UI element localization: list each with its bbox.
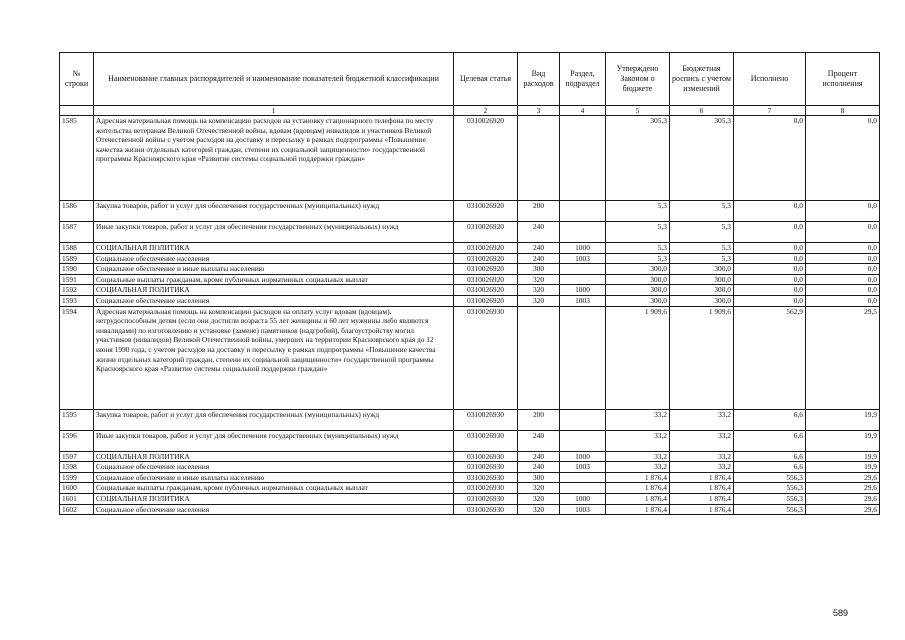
section-cell: 1003 <box>560 462 606 473</box>
table-row <box>60 451 880 462</box>
column-number: 1 <box>94 106 454 116</box>
row-number-cell: 1587 <box>60 222 94 243</box>
section-cell <box>560 483 606 494</box>
percent-cell: 0,0 <box>806 253 880 264</box>
header-section: Раздел, подраздел <box>560 53 606 106</box>
expense-type-cell: 240 <box>518 243 560 254</box>
row-name-cell: Закупка товаров, работ и услуг для обеспечения государственных (муниципальных) нужд <box>94 201 454 222</box>
target-article-cell: 0310026930 <box>454 493 518 504</box>
expense-type-cell: 320 <box>518 483 560 494</box>
target-article-cell: 0310026930 <box>454 483 518 494</box>
executed-cell: 0,0 <box>734 243 806 254</box>
budget-schedule-cell: 33,2 <box>670 430 734 451</box>
row-name-cell: Адресная материальная помощь на компенсацию расходов на оплату услуг вдовам (вдовцам), нетрудоспособным детям (если они достигли возраста 55 лет женщины и 60 лет мужчины либо являются инвалидами) по изготовлению и установке (замене) памятников (надгробий), благоустройству могил участников (инвалидов) Великой Отечественной войны, умерших на территории Красноярского края до 12 июня 1990 года, с учетом расходов на доставку и пересылку в рамках подпрограммы «Повышение качества жизни отдельных категорий граждан, степени их социальной защищенности» государственной программы Красноярского края «Развитие системы социальной поддержки граждан» <box>94 306 454 409</box>
approved-cell: 305,3 <box>606 116 670 201</box>
percent-cell: 0,0 <box>806 201 880 222</box>
row-number-cell: 1597 <box>60 451 94 462</box>
row-number-cell: 1602 <box>60 504 94 515</box>
approved-cell: 5,3 <box>606 222 670 243</box>
approved-cell: 33,2 <box>606 462 670 473</box>
executed-cell: 6,6 <box>734 462 806 473</box>
table-row <box>60 483 880 494</box>
budget-schedule-cell: 300,0 <box>670 285 734 296</box>
section-cell <box>560 430 606 451</box>
target-article-cell: 0310026930 <box>454 430 518 451</box>
header-approved: Утверждено Законом о бюджете <box>606 53 670 106</box>
expense-type-cell: 320 <box>518 493 560 504</box>
header-name: Наименование главных распорядителей и наименование показателей бюджетной классификации <box>94 53 454 106</box>
target-article-cell: 0310026920 <box>454 253 518 264</box>
column-number-blank <box>60 106 94 116</box>
executed-cell: 6,6 <box>734 409 806 430</box>
percent-cell: 0,0 <box>806 264 880 275</box>
table-row <box>60 243 880 254</box>
section-cell <box>560 306 606 409</box>
budget-schedule-cell: 300,0 <box>670 274 734 285</box>
column-number: 2 <box>454 106 518 116</box>
target-article-cell: 0310026920 <box>454 285 518 296</box>
approved-cell: 300,0 <box>606 264 670 275</box>
table-row <box>60 274 880 285</box>
expense-type-cell: 300 <box>518 472 560 483</box>
section-cell: 1000 <box>560 285 606 296</box>
table-row <box>60 264 880 275</box>
row-number-cell: 1588 <box>60 243 94 254</box>
executed-cell: 556,3 <box>734 504 806 515</box>
budget-schedule-cell: 33,2 <box>670 409 734 430</box>
section-cell <box>560 222 606 243</box>
expense-type-cell: 240 <box>518 451 560 462</box>
section-cell: 1000 <box>560 243 606 254</box>
executed-cell: 556,3 <box>734 493 806 504</box>
approved-cell: 300,0 <box>606 274 670 285</box>
page-number: 589 <box>833 608 849 618</box>
executed-cell: 0,0 <box>734 201 806 222</box>
budget-schedule-cell: 1 876,4 <box>670 483 734 494</box>
column-number-row <box>60 106 880 116</box>
approved-cell: 1 876,4 <box>606 483 670 494</box>
budget-schedule-cell: 1 909,6 <box>670 306 734 409</box>
approved-cell: 1 876,4 <box>606 472 670 483</box>
table-row <box>60 462 880 473</box>
column-number: 4 <box>560 106 606 116</box>
percent-cell: 19,9 <box>806 451 880 462</box>
table-row <box>60 430 880 451</box>
percent-cell: 0,0 <box>806 295 880 306</box>
row-number-cell: 1590 <box>60 264 94 275</box>
column-number: 6 <box>670 106 734 116</box>
approved-cell: 1 876,4 <box>606 504 670 515</box>
section-cell <box>560 274 606 285</box>
table-row <box>60 285 880 296</box>
header-row-number: № строки <box>60 53 94 106</box>
table-row <box>60 295 880 306</box>
approved-cell: 33,2 <box>606 451 670 462</box>
row-name-cell: Социальное обеспечение населения <box>94 462 454 473</box>
budget-schedule-cell: 1 876,4 <box>670 472 734 483</box>
expense-type-cell: 240 <box>518 222 560 243</box>
row-number-cell: 1595 <box>60 409 94 430</box>
section-cell <box>560 201 606 222</box>
percent-cell: 0,0 <box>806 222 880 243</box>
table-row <box>60 306 880 409</box>
row-name-cell: Адресная материальная помощь на компенсацию расходов на установку стационарного телефона по месту жительства ветеранам Великой Отечественной войны, вдовам (вдовцам) инвалидов и участников Великой Отечественной войны с учетом расходов на доставку и пересылку в рамках подпрограммы «Повышение качества жизни отдельных категорий граждан, степени их социальной защищенности» государственной программы Красноярского края «Развитие системы социальной поддержки граждан» <box>94 116 454 201</box>
percent-cell: 29,6 <box>806 483 880 494</box>
section-cell <box>560 472 606 483</box>
row-name-cell: СОЦИАЛЬНАЯ ПОЛИТИКА <box>94 493 454 504</box>
approved-cell: 5,3 <box>606 253 670 264</box>
expense-type-cell: 240 <box>518 253 560 264</box>
table-row <box>60 409 880 430</box>
budget-schedule-cell: 5,3 <box>670 243 734 254</box>
table-row <box>60 116 880 201</box>
budget-schedule-cell: 300,0 <box>670 295 734 306</box>
expense-type-cell: 300 <box>518 264 560 275</box>
row-name-cell: Социальное обеспечение населения <box>94 295 454 306</box>
column-number: 8 <box>806 106 880 116</box>
table-row <box>60 504 880 515</box>
target-article-cell: 0310026920 <box>454 264 518 275</box>
row-name-cell: Социальное обеспечение и иные выплаты населению <box>94 472 454 483</box>
executed-cell: 6,6 <box>734 451 806 462</box>
percent-cell: 29,6 <box>806 493 880 504</box>
row-name-cell: Иные закупки товаров, работ и услуг для обеспечения государственных (муниципальных) нужд <box>94 430 454 451</box>
row-number-cell: 1599 <box>60 472 94 483</box>
row-number-cell: 1591 <box>60 274 94 285</box>
section-cell: 1003 <box>560 295 606 306</box>
percent-cell: 0,0 <box>806 285 880 296</box>
row-name-cell: Социальное обеспечение населения <box>94 504 454 515</box>
percent-cell: 29,5 <box>806 306 880 409</box>
table-row <box>60 201 880 222</box>
budget-schedule-cell: 33,2 <box>670 451 734 462</box>
row-number-cell: 1586 <box>60 201 94 222</box>
row-number-cell: 1596 <box>60 430 94 451</box>
column-number: 3 <box>518 106 560 116</box>
row-name-cell: Социальные выплаты гражданам, кроме публичных нормативных социальных выплат <box>94 483 454 494</box>
row-name-cell: Социальное обеспечение и иные выплаты населению <box>94 264 454 275</box>
row-number-cell: 1593 <box>60 295 94 306</box>
section-cell: 1003 <box>560 253 606 264</box>
table-header-row <box>60 53 880 106</box>
percent-cell: 0,0 <box>806 274 880 285</box>
row-name-cell: СОЦИАЛЬНАЯ ПОЛИТИКА <box>94 243 454 254</box>
table-row <box>60 493 880 504</box>
expense-type-cell: 320 <box>518 274 560 285</box>
percent-cell: 29,6 <box>806 504 880 515</box>
approved-cell: 1 909,6 <box>606 306 670 409</box>
budget-schedule-cell: 33,2 <box>670 462 734 473</box>
row-name-cell: СОЦИАЛЬНАЯ ПОЛИТИКА <box>94 451 454 462</box>
expense-type-cell: 320 <box>518 504 560 515</box>
row-number-cell: 1600 <box>60 483 94 494</box>
executed-cell: 6,6 <box>734 430 806 451</box>
executed-cell: 0,0 <box>734 295 806 306</box>
expense-type-cell: 320 <box>518 285 560 296</box>
section-cell: 1003 <box>560 504 606 515</box>
header-budget-schedule: Бюджетная роспись с учетом изменений <box>670 53 734 106</box>
expense-type-cell: 240 <box>518 430 560 451</box>
header-percent: Процент исполнения <box>806 53 880 106</box>
table-body <box>60 116 880 515</box>
approved-cell: 33,2 <box>606 430 670 451</box>
target-article-cell: 0310026920 <box>454 116 518 201</box>
expense-type-cell <box>518 116 560 201</box>
expense-type-cell <box>518 306 560 409</box>
percent-cell: 19,9 <box>806 462 880 473</box>
budget-schedule-cell: 5,3 <box>670 253 734 264</box>
budget-schedule-cell: 5,3 <box>670 222 734 243</box>
executed-cell: 556,3 <box>734 472 806 483</box>
target-article-cell: 0310026930 <box>454 462 518 473</box>
section-cell: 1000 <box>560 451 606 462</box>
table-row <box>60 253 880 264</box>
approved-cell: 5,3 <box>606 243 670 254</box>
expense-type-cell: 200 <box>518 201 560 222</box>
column-number: 7 <box>734 106 806 116</box>
approved-cell: 300,0 <box>606 295 670 306</box>
percent-cell: 29,6 <box>806 472 880 483</box>
executed-cell: 0,0 <box>734 264 806 275</box>
target-article-cell: 0310026920 <box>454 243 518 254</box>
section-cell <box>560 409 606 430</box>
budget-schedule-cell: 5,3 <box>670 201 734 222</box>
row-number-cell: 1592 <box>60 285 94 296</box>
expense-type-cell: 200 <box>518 409 560 430</box>
header-target-article: Целевая статья <box>454 53 518 106</box>
budget-schedule-cell: 305,3 <box>670 116 734 201</box>
row-name-cell: Социальные выплаты гражданам, кроме публичных нормативных социальных выплат <box>94 274 454 285</box>
executed-cell: 0,0 <box>734 222 806 243</box>
approved-cell: 300,0 <box>606 285 670 296</box>
section-cell: 1000 <box>560 493 606 504</box>
target-article-cell: 0310026930 <box>454 306 518 409</box>
percent-cell: 0,0 <box>806 243 880 254</box>
header-expense-type: Вид расходов <box>518 53 560 106</box>
executed-cell: 562,9 <box>734 306 806 409</box>
target-article-cell: 0310026920 <box>454 201 518 222</box>
percent-cell: 0,0 <box>806 116 880 201</box>
row-number-cell: 1594 <box>60 306 94 409</box>
row-name-cell: СОЦИАЛЬНАЯ ПОЛИТИКА <box>94 285 454 296</box>
approved-cell: 1 876,4 <box>606 493 670 504</box>
row-number-cell: 1589 <box>60 253 94 264</box>
column-number: 5 <box>606 106 670 116</box>
target-article-cell: 0310026930 <box>454 472 518 483</box>
target-article-cell: 0310026930 <box>454 451 518 462</box>
target-article-cell: 0310026920 <box>454 295 518 306</box>
section-cell <box>560 116 606 201</box>
executed-cell: 0,0 <box>734 116 806 201</box>
row-name-cell: Закупка товаров, работ и услуг для обеспечения государственных (муниципальных) нужд <box>94 409 454 430</box>
target-article-cell: 0310026930 <box>454 504 518 515</box>
table-row <box>60 222 880 243</box>
target-article-cell: 0310026920 <box>454 222 518 243</box>
row-number-cell: 1585 <box>60 116 94 201</box>
executed-cell: 556,3 <box>734 483 806 494</box>
row-number-cell: 1598 <box>60 462 94 473</box>
budget-schedule-cell: 1 876,4 <box>670 504 734 515</box>
expense-type-cell: 240 <box>518 462 560 473</box>
table-row <box>60 472 880 483</box>
row-number-cell: 1601 <box>60 493 94 504</box>
executed-cell: 0,0 <box>734 274 806 285</box>
row-name-cell: Иные закупки товаров, работ и услуг для обеспечения государственных (муниципальных) нужд <box>94 222 454 243</box>
percent-cell: 19,9 <box>806 430 880 451</box>
executed-cell: 0,0 <box>734 285 806 296</box>
expense-type-cell: 320 <box>518 295 560 306</box>
budget-schedule-cell: 1 876,4 <box>670 493 734 504</box>
section-cell <box>560 264 606 275</box>
budget-table <box>59 52 880 515</box>
approved-cell: 5,3 <box>606 201 670 222</box>
header-executed: Исполнено <box>734 53 806 106</box>
percent-cell: 19,9 <box>806 409 880 430</box>
row-name-cell: Социальное обеспечение населения <box>94 253 454 264</box>
executed-cell: 0,0 <box>734 253 806 264</box>
target-article-cell: 0310026930 <box>454 409 518 430</box>
target-article-cell: 0310026920 <box>454 274 518 285</box>
approved-cell: 33,2 <box>606 409 670 430</box>
budget-schedule-cell: 300,0 <box>670 264 734 275</box>
